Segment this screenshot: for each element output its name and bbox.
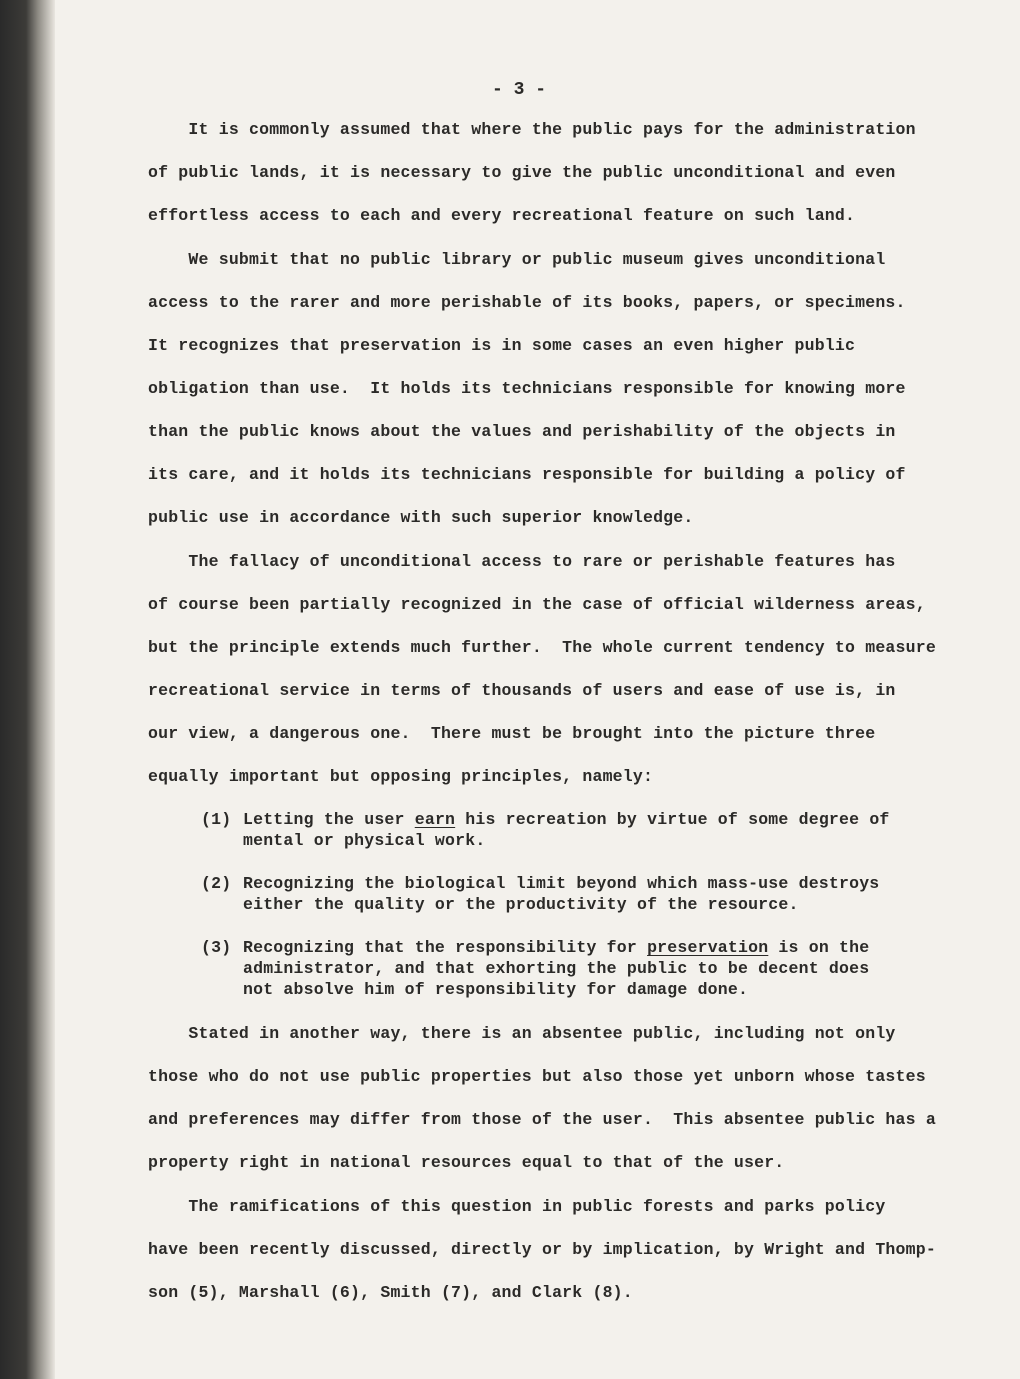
paragraph-1-line-1: It is commonly assumed that where the public pays for the administration <box>148 120 916 139</box>
closing-1-line-2: those who do not use public properties but also those yet unborn whose tastes <box>148 1067 926 1086</box>
principle-1-number: (1) <box>201 810 232 829</box>
closing-1-line-1: Stated in another way, there is an absentee public, including not only <box>148 1024 896 1043</box>
closing-2-line-3: son (5), Marshall (6), Smith (7), and Clark (8). <box>148 1283 633 1302</box>
page-number: - 3 - <box>492 80 547 100</box>
paragraph-2-line-2: access to the rarer and more perishable of its books, papers, or specimens. <box>148 293 906 312</box>
principle-2-line-1: Recognizing the biological limit beyond which mass-use destroys <box>243 874 880 893</box>
principle-2-number: (2) <box>201 874 232 893</box>
principle-3-number: (3) <box>201 938 232 957</box>
paragraph-3-line-2: of course been partially recognized in the case of official wilderness areas, <box>148 595 926 614</box>
paragraph-3-line-5: our view, a dangerous one. There must be brought into the picture three <box>148 724 876 743</box>
principle-1-line-2: mental or physical work. <box>243 831 486 850</box>
principle-3-line-2: administrator, and that exhorting the public to be decent does <box>243 959 870 978</box>
paragraph-1-line-3: effortless access to each and every recreational feature on such land. <box>148 206 856 225</box>
closing-2-line-2: have been recently discussed, directly or by implication, by Wright and Thomp- <box>148 1240 936 1259</box>
paragraph-2-line-1: We submit that no public library or public museum gives unconditional <box>148 250 886 269</box>
closing-1-line-4: property right in national resources equal to that of the user. <box>148 1153 785 1172</box>
principle-3-line-1: Recognizing that the responsibility for preservation is on the <box>243 938 870 957</box>
paragraph-2-line-7: public use in accordance with such superior knowledge. <box>148 508 694 527</box>
earn-underlined: earn <box>414 810 456 829</box>
principle-3-line-3: not absolve him of responsibility for damage done. <box>243 980 749 999</box>
typed-page <box>55 0 1020 1379</box>
paragraph-2-line-6: its care, and it holds its technicians responsible for building a policy of <box>148 465 906 484</box>
binding-shadow <box>0 0 55 1379</box>
paragraph-2-line-4: obligation than use. It holds its technicians responsible for knowing more <box>148 379 906 398</box>
principle-1-line-1: Letting the user earn his recreation by virtue of some degree of <box>243 810 890 829</box>
preservation-underlined: preservation <box>647 938 769 957</box>
closing-2-line-1: The ramifications of this question in public forests and parks policy <box>148 1197 886 1216</box>
paragraph-2-line-3: It recognizes that preservation is in some cases an even higher public <box>148 336 856 355</box>
paragraph-3-line-1: The fallacy of unconditional access to rare or perishable features has <box>148 552 896 571</box>
closing-1-line-3: and preferences may differ from those of the user. This absentee public has a <box>148 1110 936 1129</box>
paragraph-3-line-6: equally important but opposing principles, namely: <box>148 767 654 786</box>
paragraph-3-line-3: but the principle extends much further. The whole current tendency to measure <box>148 638 936 657</box>
paragraph-1-line-2: of public lands, it is necessary to give the public unconditional and even <box>148 163 896 182</box>
paragraph-2-line-5: than the public knows about the values and perishability of the objects in <box>148 422 896 441</box>
paragraph-3-line-4: recreational service in terms of thousands of users and ease of use is, in <box>148 681 896 700</box>
principle-2-line-2: either the quality or the productivity of the resource. <box>243 895 799 914</box>
